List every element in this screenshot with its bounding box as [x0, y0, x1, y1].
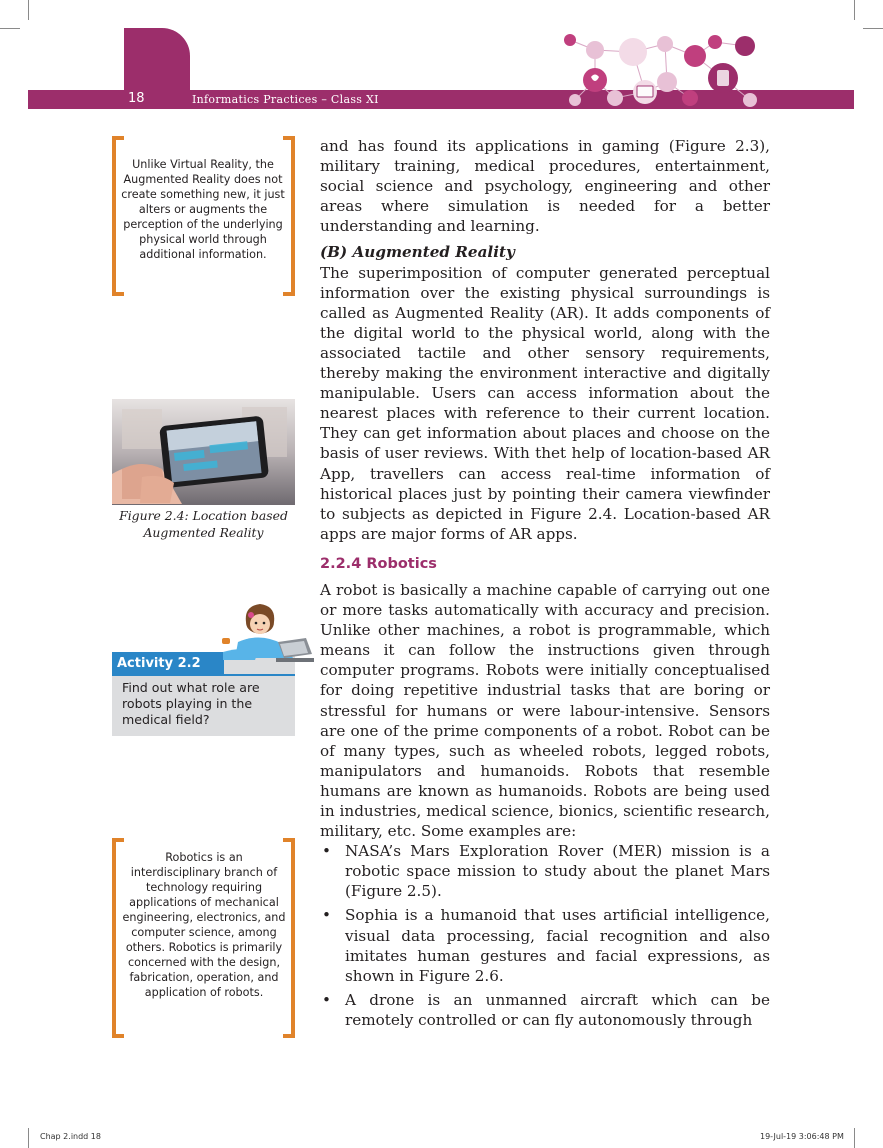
list-item-text: NASA’s Mars Exploration Rover (MER) mission is a robotic space mission to study about the planet Mars (Figure 2.5). — [345, 842, 770, 901]
list-item — [320, 905, 770, 985]
side-note-vr — [120, 157, 286, 262]
side-note-text: Robotics is an interdisciplinary branch of technology requiring applications of mechanical engineering, electronics, and computer science, among others. Robotics is primarily concerned with the design, fabrication, operation, and application of robots. — [122, 851, 286, 999]
footer-slug-file: Chap 2.indd 18 — [40, 1132, 101, 1141]
bullet-symbol: • — [322, 906, 331, 925]
bullet-list — [320, 841, 770, 1030]
crop-mark — [854, 0, 855, 20]
girl-with-laptop-illustration — [218, 602, 318, 672]
activity-title: Activity 2.2 — [112, 652, 224, 676]
bullet-symbol: • — [322, 990, 331, 1009]
footer-slug-date: 19-Jul-19 3:06:48 PM — [760, 1132, 844, 1141]
list-item-text: Sophia is a humanoid that uses artificial intelligence, visual data processing, facial recognition and also imitates human gestures and facial expressions, as shown in Figure 2.6. — [345, 906, 770, 985]
activity-text: Find out what role are robots playing in the medical field? — [122, 680, 260, 727]
list-item-text: A drone is an unmanned aircraft which can be remotely controlled or can fly autonomously through — [345, 990, 770, 1029]
subheading-augmented-reality: (B) Augmented Reality — [320, 243, 515, 262]
crop-mark — [28, 1128, 29, 1148]
side-note-robotics — [120, 850, 288, 1000]
figure-ar-phone-photo — [112, 399, 295, 505]
list-item — [320, 990, 770, 1030]
social-network-illustration — [555, 30, 770, 110]
crop-mark — [28, 0, 29, 20]
side-note-text: Unlike Virtual Reality, the Augmented Reality does not create something new, it just alters or augments the perception of the underlying physical world through additional information. — [121, 158, 285, 261]
paragraph: and has found its applications in gaming (Figure 2.3), military training, medical procedures, entertainment, social science and psychology, engineering and other areas where simulation is needed for a better understanding and learning. — [320, 137, 770, 236]
page-number: 18 — [128, 91, 145, 106]
activity-underline — [224, 674, 295, 676]
bullet-symbol: • — [322, 842, 331, 861]
crop-mark — [0, 28, 20, 29]
running-header-title: Informatics Practices – Class XI — [192, 93, 379, 106]
section-heading: 2.2.4 Robotics — [320, 555, 437, 572]
paragraph: The superimposition of computer generated perceptual information over the existing physical surroundings is called as Augmented Reality (AR). It adds components of the digital world to the physical world, along with the associated tactile and other sensory requirements, thereby making the environment interactive and digitally manipulable. Users can access information about the nearest places with reference to their current location. They can get information about places and choose on the basis of user reviews. With thet help of location-based AR App, travellers can access real-time information of historical places just by pointing their camera viewfinder to subjects as depicted in Figure 2.4. Location-based AR apps are major forms of AR apps. — [320, 263, 770, 543]
paragraph: A robot is basically a machine capable of carrying out one or more tasks automatically with accuracy and precision. Unlike other machines, a robot is programmable, which means it can follow the instructions given through computer programs. Robots were initially conceptualised for doing repetitive industrial tasks that are boring or stressful for humans or were labour-intensive. Sensors are one of the prime components of a robot. Robot can be of many types, such as wheeled robots, legged robots, manipulators and humanoids. Robots that resemble humans are known as humanoids. Robots are being used in industries, medical science, bionics, scientific research, military, etc. Some examples are: — [320, 580, 770, 841]
crop-mark — [863, 28, 883, 29]
crop-mark — [854, 1128, 855, 1148]
list-item — [320, 841, 770, 901]
main-text-column — [320, 136, 770, 1034]
figure-caption: Figure 2.4: Location based Augmented Reality — [119, 508, 288, 540]
